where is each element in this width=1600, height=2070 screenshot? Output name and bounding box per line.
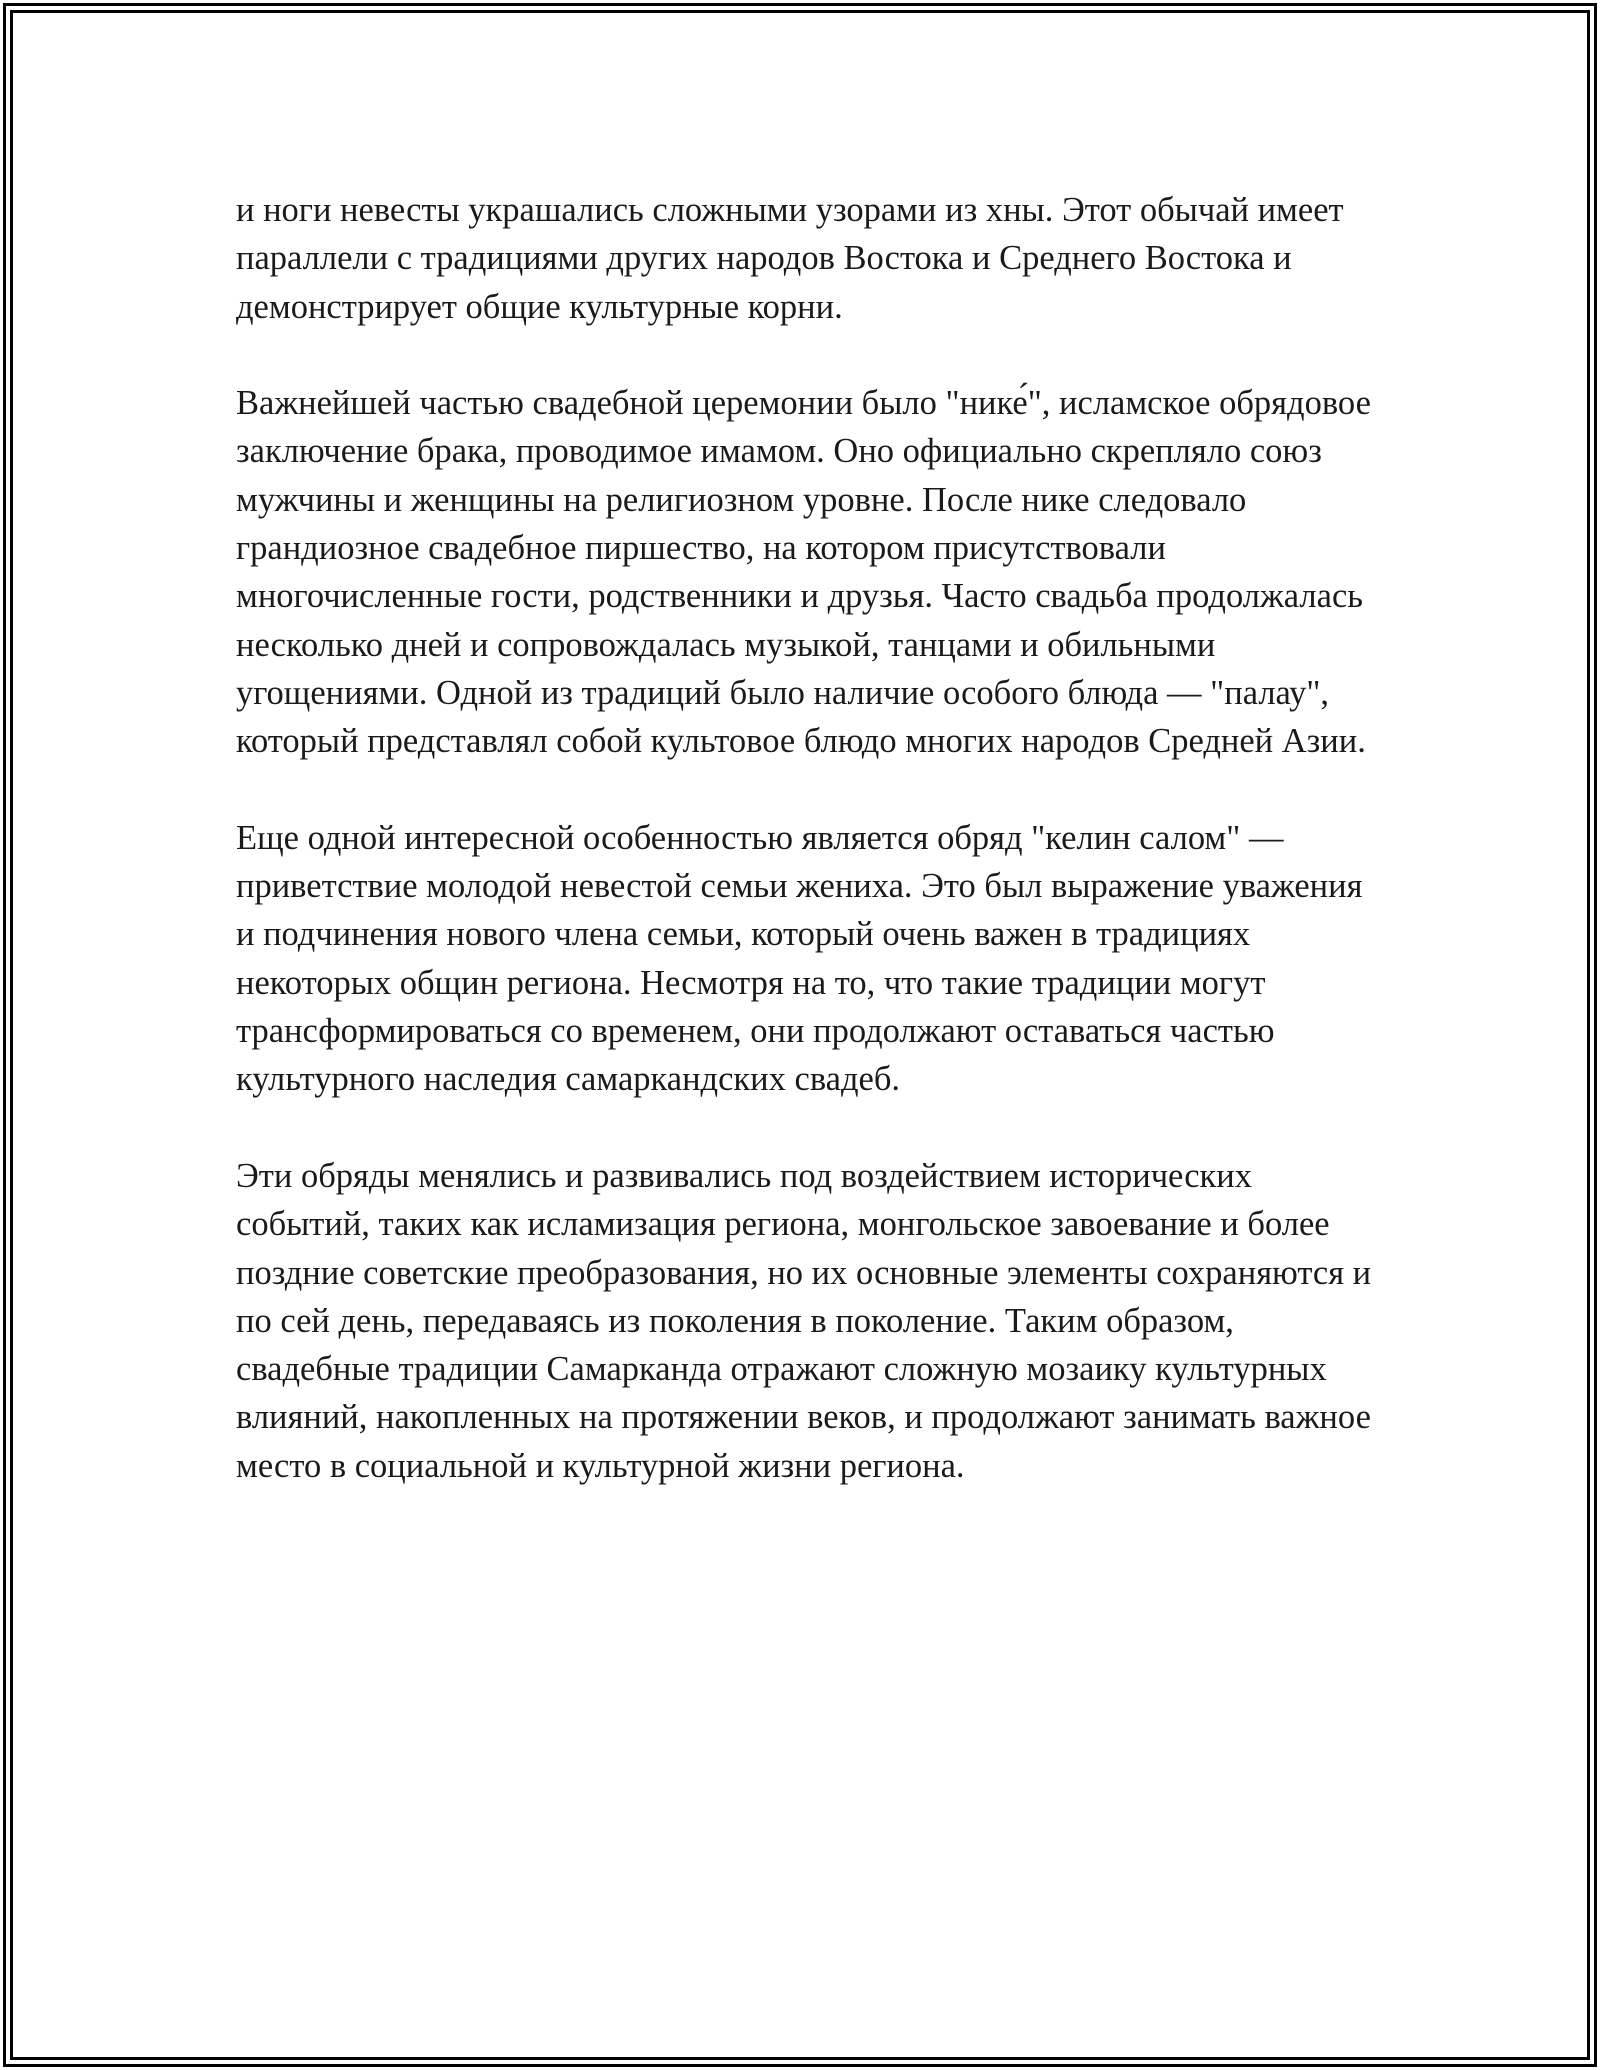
paragraph-nikah-ceremony: Важнейшей частью свадебной церемонии было "нике́", исламское обрядовое заключение брака, проводимое имамом. Оно официально скрепляло союз мужчины и женщины на религиозном уровне. После нике следовало грандиозное свадебное пиршество, на котором присутствовали многочисленные гости, родственники и друзья. Часто свадьба продолжалась несколько дней и сопровождалась музыкой, танцами и обильными угощениями. Одной из традиций было наличие особого блюда — "палау", который представлял собой культовое блюдо многих народов Средней Азии. xyxy=(236,384,1371,761)
paragraph-henna-custom: и ноги невесты украшались сложными узорами из хны. Этот обычай имеет параллели с традициями других народов Востока и Среднего Востока и демонстрирует общие культурные корни. xyxy=(236,191,1344,326)
paragraph-kelin-salom: Еще одной интересной особенностью является обряд "келин салом" — приветствие молодой невестой семьи жениха. Это был выражение уважения и подчинения нового члена семьи, который очень важен в традициях некоторых общин региона. Несмотря на то, что такие традиции могут трансформироваться со временем, они продолжают оставаться частью культурного наследия самаркандских свадеб. xyxy=(236,818,1363,1099)
paragraph-historical-evolution: Эти обряды менялись и развивались под воздействием исторических событий, таких как исламизация региона, монгольское завоевание и более поздние советские преобразования, но их основные элементы сохраняются и по сей день, передаваясь из поколения в поколение. Таким образом, свадебные традиции Самарканда отражают сложную мозаику культурных влияний, накопленных на протяжении веков, и продолжают занимать важное место в социальной и культурной жизни региона. xyxy=(236,1156,1372,1485)
document-body xyxy=(236,186,1376,1490)
